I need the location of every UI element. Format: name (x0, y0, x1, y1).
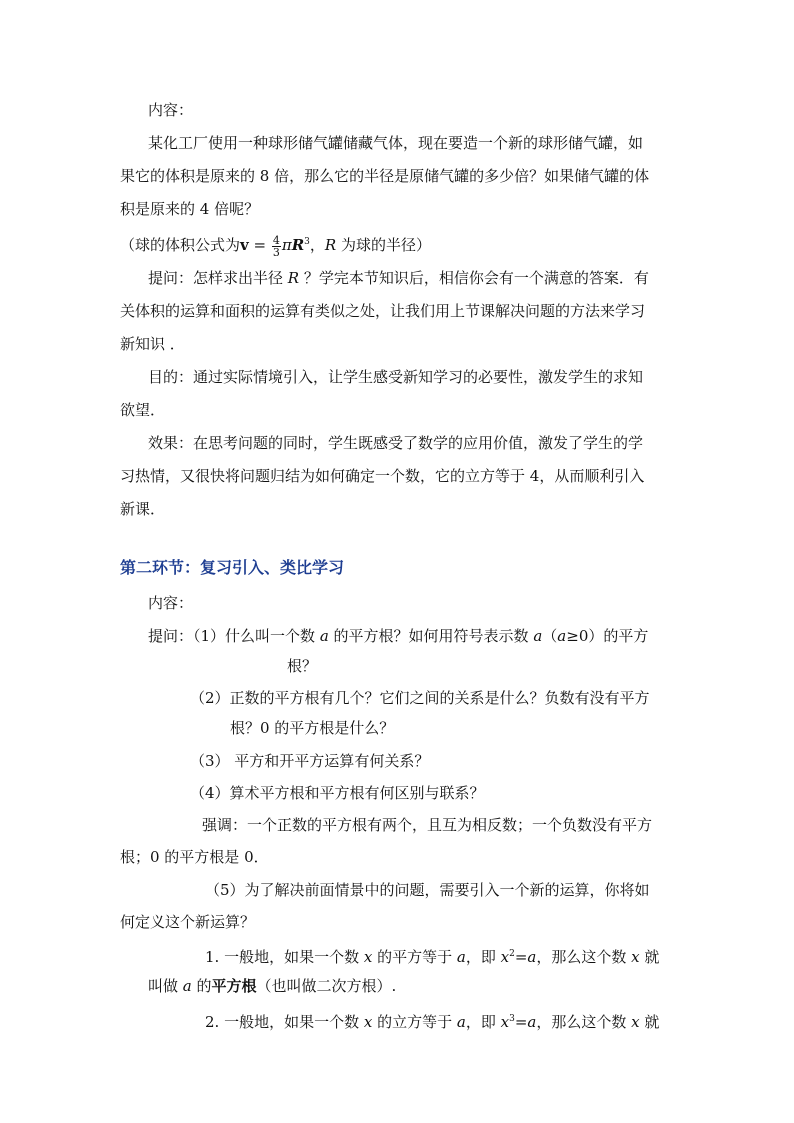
question-text: 提问：怎样求出半径 (148, 269, 288, 287)
effect-line: 新课． (120, 500, 166, 518)
def-text: 2. 一般地，如果一个数 (205, 1013, 364, 1031)
var-a: a (533, 627, 543, 645)
question-5: （5）为了解决前面情景中的问题，需要引入一个新的运算，你将如 (205, 881, 650, 899)
paragraph-line: 果它的体积是原来的 8 倍，那么它的半径是原储气罐的多少倍？如果储气罐的体 (120, 167, 650, 185)
exponent: 2 (509, 949, 515, 959)
question-line (148, 268, 649, 288)
sphere-volume-formula (120, 232, 431, 258)
q1-text: 提问：（1）什么叫一个数 (148, 627, 320, 645)
question-text: ？学完本节知识后，相信你会有一个满意的答案．有 (299, 269, 649, 287)
var-a: a (557, 627, 567, 645)
formula-suffix: 为球的半径） (336, 236, 431, 254)
def-text: 就 (639, 1013, 660, 1031)
def-text: 的 (191, 977, 212, 995)
var-x: x (631, 1013, 640, 1031)
question-1-cont: 根？ (287, 657, 318, 675)
def-text: ，即 (465, 1013, 501, 1031)
term-square-root: 平方根 (211, 977, 257, 995)
exponent: 3 (509, 1014, 515, 1024)
def-text: 的立方等于 (372, 1013, 457, 1031)
def-text: ，即 (465, 948, 501, 966)
content-label: 内容： (148, 101, 194, 119)
definition-1-cont (148, 976, 396, 996)
emphasis-line: 强调：一个正数的平方根有两个，且互为相反数；一个负数没有平方 (202, 816, 653, 834)
definition-2 (205, 1009, 659, 1032)
paragraph-line: 某化工厂使用一种球形储气罐储藏气体，现在要造一个新的球形储气罐，如 (148, 134, 644, 152)
var-a: a (527, 1013, 537, 1031)
formula-equals: = (248, 236, 271, 254)
question-2-cont: 根？0 的平方根是什么？ (230, 719, 395, 737)
fraction-numerator: 4 (272, 233, 280, 247)
var-a: a (527, 948, 537, 966)
question-1 (148, 626, 648, 646)
var-x: x (500, 1013, 510, 1031)
formula-exponent: 3 (304, 237, 310, 247)
question-5-cont: 何定义这个新运算？ (120, 913, 256, 931)
var-x: x (500, 948, 510, 966)
question-line: 新知识 ． (120, 335, 185, 353)
def-text: ，那么这个数 (536, 948, 632, 966)
goal-line: 目的：通过实际情境引入，让学生感受新知学习的必要性，激发学生的求知 (148, 368, 644, 386)
formula-fraction (272, 235, 281, 258)
formula-r: R (291, 236, 305, 254)
formula-v: v (240, 236, 249, 254)
equals-sign: = (514, 1013, 528, 1031)
var-a: a (456, 948, 466, 966)
def-text: 就 (639, 948, 660, 966)
question-3: （3） 平方和开平方运算有何关系？ (190, 752, 430, 770)
q1-text: （ (542, 627, 558, 645)
var-x: x (631, 948, 640, 966)
section-heading: 第二环节：复习引入、类比学习 (120, 558, 345, 577)
formula-r-label: R (324, 236, 337, 254)
question-2: （2）正数的平方根有几个？它们之间的关系是什么？负数有没有平方 (190, 689, 650, 707)
emphasis-line: 根；0 的平方根是 0． (120, 848, 269, 866)
effect-line: 习热情，又很快将问题归结为如何确定一个数，它的立方等于 4，从而顺利引入 (120, 467, 645, 485)
var-x: x (363, 948, 373, 966)
def-text: 叫做 (148, 977, 183, 995)
q1-text: 的平方根？如何用符号表示数 (328, 627, 534, 645)
def-text: 的平方等于 (372, 948, 457, 966)
var-a: a (182, 977, 192, 995)
question-line: 关体积的运算和面积的运算有类似之处，让我们用上节课解决问题的方法来学习 (120, 302, 646, 320)
radius-symbol: R (287, 269, 300, 287)
def-text: （也叫做二次方根）. (256, 977, 397, 995)
paragraph-line: 积是原来的 4 倍呢？ (120, 200, 260, 218)
goal-line: 欲望． (120, 401, 166, 419)
var-x: x (363, 1013, 373, 1031)
effect-line: 效果：在思考问题的同时，学生既感受了数学的应用价值，激发了学生的学 (148, 434, 644, 452)
formula-prefix: （球的体积公式为 (120, 236, 241, 254)
def-text: 1. 一般地，如果一个数 (205, 948, 364, 966)
q1-text: ≥0）的平方 (566, 627, 649, 645)
var-a: a (319, 627, 329, 645)
formula-comma: ， (309, 236, 325, 254)
question-4: （4）算术平方根和平方根有何区别与联系？ (190, 784, 485, 802)
equals-sign: = (514, 948, 528, 966)
content-label: 内容： (148, 594, 194, 612)
var-a: a (456, 1013, 466, 1031)
formula-pi: π (281, 236, 292, 254)
fraction-denominator: 3 (272, 245, 280, 259)
def-text: ，那么这个数 (536, 1013, 632, 1031)
definition-1 (205, 944, 659, 967)
